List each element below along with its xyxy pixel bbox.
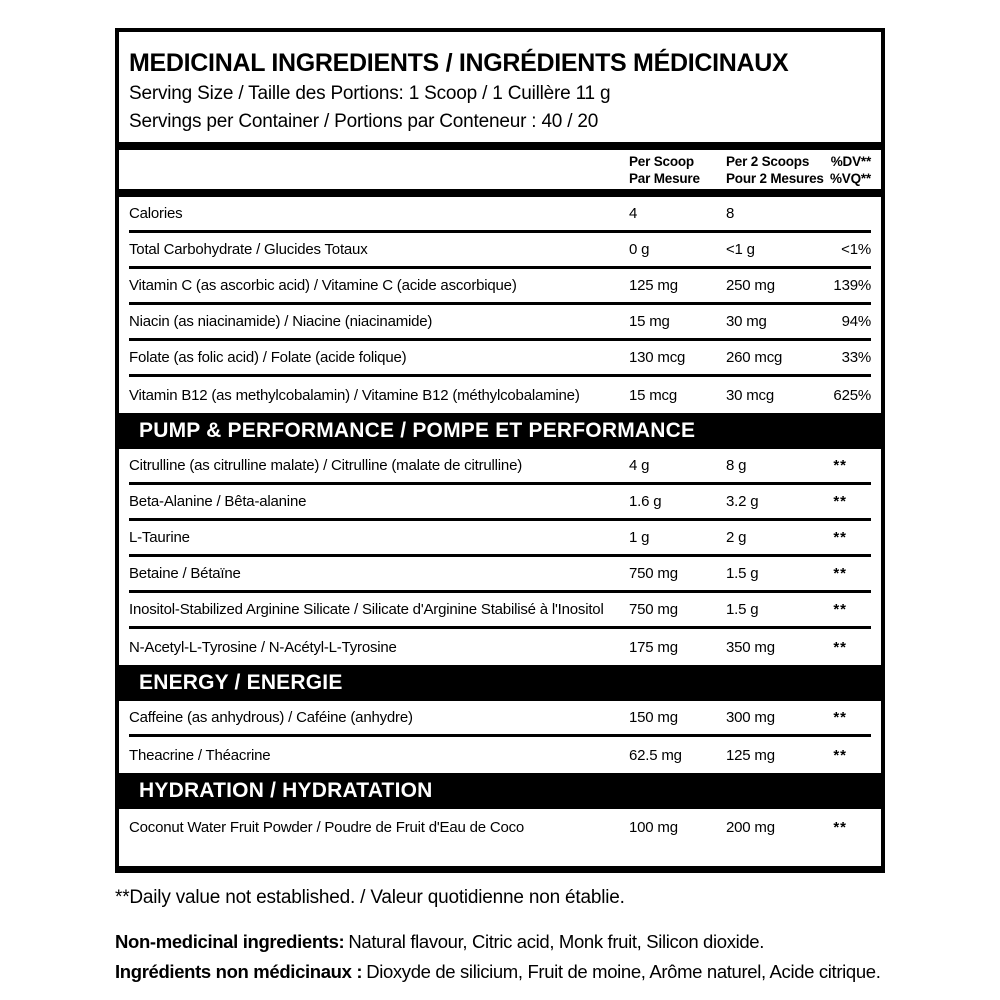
ingredient-row	[129, 701, 871, 737]
ingredient-name: Betaine / Bétaïne	[129, 565, 241, 582]
dv-value: **	[833, 529, 847, 546]
per-scoop-value: 750 mg	[629, 565, 678, 582]
ingredient-name: Vitamin B12 (as methylcobalamin) / Vitamine B12 (méthylcobalamine)	[129, 386, 580, 404]
per-scoop-value: 125 mg	[629, 277, 678, 294]
column-header-dv: %DV** %VQ**	[829, 154, 871, 186]
per-2-scoops-value: <1 g	[726, 241, 755, 258]
dv-value: **	[833, 457, 847, 474]
per-scoop-value: 175 mg	[629, 638, 678, 656]
ingredient-name: Coconut Water Fruit Powder / Poudre de Fruit d'Eau de Coco	[129, 818, 525, 836]
non-medicinal-text-fr: Dioxyde de silicium, Fruit de moine, Arôme naturel, Acide citrique.	[366, 961, 881, 982]
ingredient-row	[129, 269, 871, 305]
section-header: HYDRATION / HYDRATATION	[119, 773, 881, 809]
per-scoop-value: 15 mg	[629, 313, 670, 330]
ingredient-name: Citrulline (as citrulline malate) / Citrulline (malate de citrulline)	[129, 457, 523, 474]
dv-value: **	[833, 746, 847, 764]
divider-bar-header	[119, 189, 881, 197]
ingredient-row	[129, 737, 871, 773]
per-2-scoops-value: 30 mcg	[726, 386, 774, 404]
supplement-facts-panel	[115, 28, 885, 873]
ingredient-row	[129, 233, 871, 269]
section-rows	[129, 449, 871, 665]
divider-bar-top	[119, 142, 881, 150]
dv-value: 33%	[841, 349, 871, 366]
non-medicinal-ingredients-fr	[115, 957, 897, 987]
per-scoop-value: 15 mcg	[629, 386, 677, 404]
per-scoop-value: 1 g	[629, 529, 650, 546]
per-2-scoops-value: 300 mg	[726, 709, 775, 726]
per-2-scoops-value: 250 mg	[726, 277, 775, 294]
dv-value: **	[833, 601, 847, 618]
per-scoop-value: 100 mg	[629, 818, 678, 836]
ingredient-row	[129, 629, 871, 665]
dv-value: 625%	[833, 386, 871, 404]
servings-per-container-line: Servings per Container / Portions par Conteneur : 40 / 20	[129, 111, 599, 132]
ingredient-name: Beta-Alanine / Bêta-alanine	[129, 493, 307, 510]
per-2-scoops-value: 8	[726, 205, 735, 222]
per-scoop-value: 1.6 g	[629, 493, 662, 510]
section-rows	[129, 197, 871, 413]
panel-title: MEDICINAL INGREDIENTS / INGRÉDIENTS MÉDICINAUX	[129, 49, 789, 77]
per-scoop-value: 4 g	[629, 457, 650, 474]
per-2-scoops-value: 125 mg	[726, 746, 775, 764]
column-headers	[129, 150, 871, 189]
per-scoop-value: 750 mg	[629, 601, 678, 618]
table-body	[129, 197, 871, 845]
section-header: PUMP & PERFORMANCE / POMPE ET PERFORMANCE	[119, 413, 881, 449]
per-scoop-value: 4	[629, 205, 638, 222]
serving-size-line: Serving Size / Taille des Portions: 1 Scoop / 1 Cuillère 11 g	[129, 83, 611, 104]
per-2-scoops-value: 8 g	[726, 457, 747, 474]
per-scoop-value: 0 g	[629, 241, 650, 258]
ingredient-row	[129, 593, 871, 629]
non-medicinal-label-en: Non-medicinal ingredients:	[115, 931, 345, 952]
per-2-scoops-value: 260 mcg	[726, 349, 783, 366]
ingredient-row	[129, 557, 871, 593]
per-scoop-value: 130 mcg	[629, 349, 686, 366]
dv-value: 94%	[841, 313, 871, 330]
ingredient-name: Folate (as folic acid) / Folate (acide folique)	[129, 349, 407, 366]
dv-value: 139%	[833, 277, 871, 294]
ingredient-name: Total Carbohydrate / Glucides Totaux	[129, 241, 368, 258]
ingredient-row	[129, 197, 871, 233]
ingredient-row	[129, 377, 871, 413]
section-rows	[129, 809, 871, 845]
ingredient-row	[129, 305, 871, 341]
per-2-scoops-value: 350 mg	[726, 638, 775, 656]
per-2-scoops-value: 2 g	[726, 529, 747, 546]
non-medicinal-label-fr: Ingrédients non médicinaux :	[115, 961, 363, 982]
per-scoop-value: 150 mg	[629, 709, 678, 726]
dv-value: **	[833, 638, 847, 656]
ingredient-name: Theacrine / Théacrine	[129, 746, 271, 764]
ingredient-name: Inositol-Stabilized Arginine Silicate / Silicate d'Arginine Stabilisé à l'Inositol	[129, 601, 604, 618]
ingredient-row	[129, 485, 871, 521]
per-2-scoops-value: 3.2 g	[726, 493, 759, 510]
dv-value: <1%	[841, 241, 871, 258]
dv-value: **	[833, 709, 847, 726]
per-2-scoops-value: 30 mg	[726, 313, 767, 330]
dv-value: **	[833, 493, 847, 510]
ingredient-row	[129, 449, 871, 485]
per-2-scoops-value: 1.5 g	[726, 601, 759, 618]
ingredient-name: L-Taurine	[129, 529, 190, 546]
per-scoop-value: 62.5 mg	[629, 746, 682, 764]
dv-value: **	[833, 565, 847, 582]
non-medicinal-ingredients-en	[115, 927, 897, 957]
section-header: ENERGY / ENERGIE	[119, 665, 881, 701]
ingredient-name: N-Acetyl-L-Tyrosine / N-Acétyl-L-Tyrosine	[129, 638, 397, 656]
section-rows	[129, 701, 871, 773]
ingredient-name: Caffeine (as anhydrous) / Caféine (anhydre)	[129, 709, 413, 726]
ingredient-name: Calories	[129, 205, 183, 222]
daily-value-footnote: **Daily value not established. / Valeur quotidienne non établie.	[115, 887, 625, 908]
dv-value: **	[833, 818, 847, 836]
ingredient-row	[129, 521, 871, 557]
ingredient-row	[129, 809, 871, 845]
column-header-per-scoop: Per Scoop Par Mesure	[629, 154, 700, 186]
column-header-per-2-scoops: Per 2 Scoops Pour 2 Mesures	[726, 154, 824, 186]
ingredient-name: Vitamin C (as ascorbic acid) / Vitamine C (acide ascorbique)	[129, 277, 517, 294]
ingredient-row	[129, 341, 871, 377]
non-medicinal-text-en: Natural flavour, Citric acid, Monk fruit, Silicon dioxide.	[348, 931, 765, 952]
per-2-scoops-value: 200 mg	[726, 818, 775, 836]
ingredient-name: Niacin (as niacinamide) / Niacine (niacinamide)	[129, 313, 433, 330]
per-2-scoops-value: 1.5 g	[726, 565, 759, 582]
footer	[115, 884, 897, 987]
